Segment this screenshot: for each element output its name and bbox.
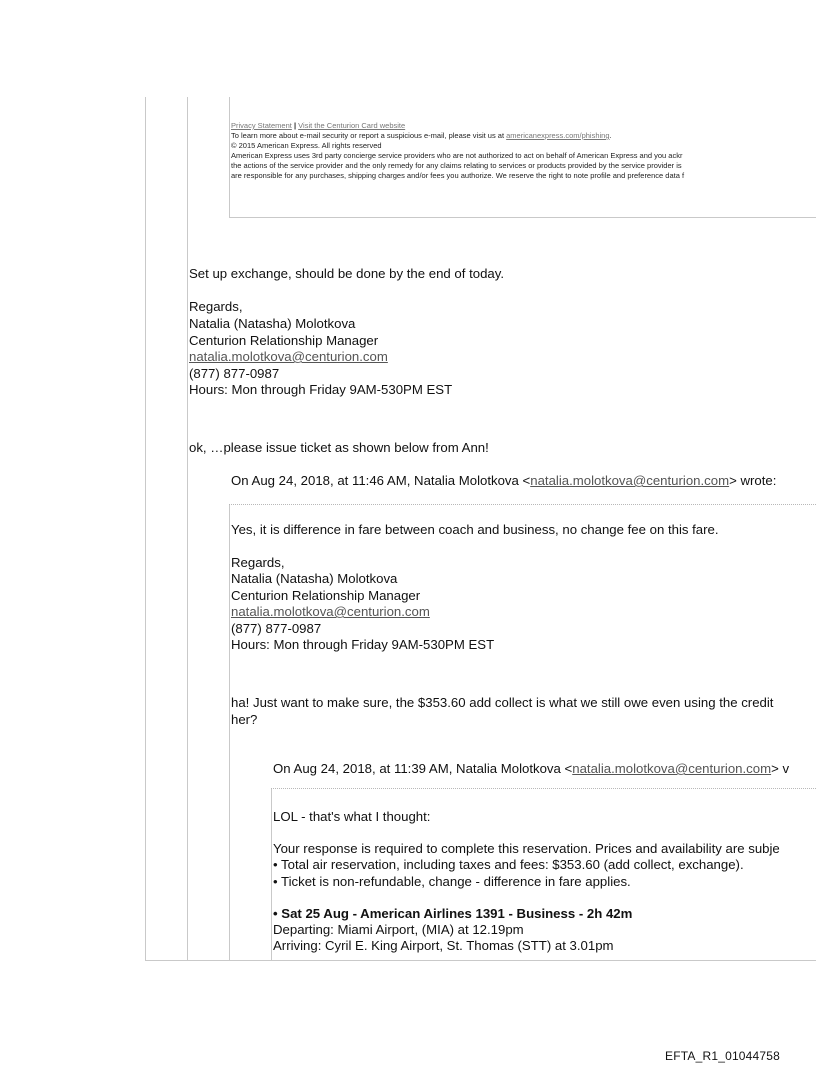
message-1-phone: (877) 877-0987	[189, 366, 280, 381]
page-bottom-line	[145, 960, 816, 961]
quote-2-header	[273, 761, 789, 778]
message-1-sender-title: Centurion Relationship Manager	[189, 333, 379, 348]
quote-1-email-link[interactable]	[231, 604, 430, 621]
quote-1-left-line	[229, 504, 230, 960]
security-line-period: .	[609, 131, 612, 140]
quote-2-header-email[interactable]: natalia.molotkova@centurion.com	[572, 761, 772, 776]
quote-1-sender-name: Natalia (Natasha) Molotkova	[231, 571, 398, 586]
quote-2-departing: Departing: Miami Airport, (MIA) at 12.19pm	[273, 922, 524, 937]
quote-1-header-email[interactable]: natalia.molotkova@centurion.com	[530, 473, 730, 488]
footer-disclaimer-2: the actions of the service provider and the only remedy for any claims relating to services or products provided by the service provider is	[231, 161, 682, 170]
quote-2-bullet-ticket: • Ticket is non-refundable, change - difference in fare applies.	[273, 874, 631, 889]
quote-1-top-line	[229, 504, 816, 505]
quote-1-email-text[interactable]: natalia.molotkova@centurion.com	[231, 604, 430, 619]
quote-2-response-required: Your response is required to complete this reservation. Prices and availability are subje	[273, 841, 780, 856]
message-1-sender-name: Natalia (Natasha) Molotkova	[189, 316, 356, 331]
document-id: EFTA_R1_01044758	[665, 1049, 781, 1063]
message-2-body: ok, …please issue ticket as shown below from Ann!	[189, 440, 489, 455]
quote-1-hours: Hours: Mon through Friday 9AM-530PM EST	[231, 637, 495, 652]
message-1-email-text[interactable]: natalia.molotkova@centurion.com	[189, 349, 388, 364]
footer-links	[231, 121, 405, 131]
quote-2-header-prefix: On Aug 24, 2018, at 11:39 AM, Natalia Molotkova <	[273, 761, 573, 776]
message-1-body: Set up exchange, should be done by the end of today.	[189, 266, 505, 281]
footer-disclaimer-3: are responsible for any purchases, shipping charges and/or fees you authorize. We reserve the right to note profile and preference data f	[231, 171, 685, 180]
quote-1-reply-line-1: ha! Just want to make sure, the $353.60 add collect is what we still owe even using the credit	[231, 695, 774, 710]
privacy-statement-link[interactable]: Privacy Statement	[231, 121, 292, 130]
footer-disclaimer-1: American Express uses 3rd party concierge service providers who are not authorized to act on behalf of American Express and you ackr	[231, 151, 683, 160]
footer-box-bottom-line	[229, 217, 816, 218]
quote-2-flight: • Sat 25 Aug - American Airlines 1391 - Business - 2h 42m	[273, 906, 633, 921]
phishing-link[interactable]: americanexpress.com/phishing	[506, 131, 610, 140]
outer-quote-line	[145, 97, 146, 961]
quote-1-header-prefix: On Aug 24, 2018, at 11:46 AM, Natalia Molotkova <	[231, 473, 531, 488]
quote-1-sender-title: Centurion Relationship Manager	[231, 588, 421, 603]
message-1-regards: Regards,	[189, 299, 243, 314]
quote-2-header-suffix: > v	[771, 761, 790, 776]
quote-1-body: Yes, it is difference in fare between coach and business, no change fee on this fare.	[231, 522, 719, 537]
quote-1-header-suffix: > wrote:	[729, 473, 777, 488]
quote-2-lol: LOL - that's what I thought:	[273, 809, 431, 824]
message-1-hours: Hours: Mon through Friday 9AM-530PM EST	[189, 382, 453, 397]
quote-2-left-line	[271, 788, 272, 960]
quote-1-reply-line-2: her?	[231, 712, 258, 727]
security-line-text: To learn more about e-mail security or report a suspicious e-mail, please visit us at	[231, 131, 507, 140]
footer-copyright: © 2015 American Express. All rights reserved	[231, 141, 382, 150]
centurion-website-link[interactable]: Visit the Centurion Card website	[298, 121, 406, 130]
quote-1-regards: Regards,	[231, 555, 285, 570]
quote-1-phone: (877) 877-0987	[231, 621, 322, 636]
quote-2-bullet-total: • Total air reservation, including taxes and fees: $353.60 (add collect, exchange).	[273, 857, 744, 872]
quote-2-arriving: Arriving: Cyril E. King Airport, St. Thomas (STT) at 3.01pm	[273, 938, 614, 953]
quote-1-header	[231, 473, 776, 490]
message-1-email-link[interactable]	[189, 349, 388, 366]
footer-security-line	[231, 131, 612, 141]
inner-quote-line-1	[187, 97, 188, 961]
footer-box-left-line	[229, 97, 230, 217]
quote-2-top-line	[271, 788, 816, 789]
footer-separator: |	[293, 121, 297, 130]
